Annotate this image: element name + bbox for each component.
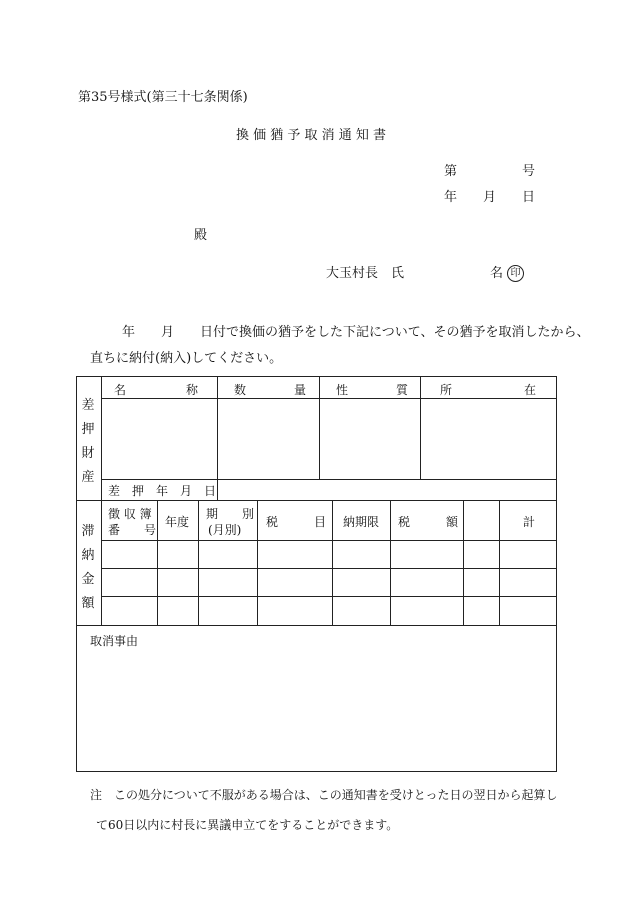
header-total: 計 <box>523 515 536 529</box>
seized-label-char: 産 <box>81 470 95 485</box>
header-name: 名 称 <box>114 383 199 397</box>
seized-label-char: 差 <box>81 398 95 413</box>
delinquent-label-char: 額 <box>81 596 95 611</box>
main-form-table <box>76 376 557 772</box>
cancellation-reason-label: 取消事由 <box>90 634 139 648</box>
delinquent-label-char: 金 <box>81 572 95 587</box>
header-location: 所 在 <box>440 383 537 397</box>
header-ledger-no-2: 番 号 <box>108 523 157 537</box>
note-line1: 注 この処分について不服がある場合は、この通知書を受けとった日の翌日から起算し <box>90 788 558 802</box>
header-quantity: 数 量 <box>234 383 307 397</box>
delinquent-label-char: 滞 <box>81 524 95 539</box>
header-tax-item: 税 目 <box>266 515 327 529</box>
document-number-label: 第 号 <box>444 164 536 179</box>
header-period-1: 期 別 <box>206 507 255 521</box>
delinquent-label-char: 納 <box>81 548 95 563</box>
header-ledger-no-1: 徴 収 簿 <box>108 507 152 521</box>
header-tax-amount: 税 額 <box>398 515 459 529</box>
page-title: 換 価 猶 予 取 消 通 知 書 <box>236 128 387 143</box>
addressee-suffix: 殿 <box>194 228 208 243</box>
header-fiscal-year: 年度 <box>165 515 190 529</box>
body-text-line2: 直ちに納付(納入)してください。 <box>90 351 283 366</box>
seizure-date-label: 差 押 年 月 日 <box>108 484 217 498</box>
seal-icon: 印 <box>507 265 524 282</box>
note-line2: て60日以内に村長に異議申立てをすることができます。 <box>96 818 399 832</box>
header-period-2: (月別) <box>208 523 242 537</box>
issuer-name-label <box>490 262 524 282</box>
issuer-title: 大玉村長 氏 <box>326 266 405 281</box>
header-due-date: 納期限 <box>343 515 380 529</box>
seized-label-char: 財 <box>81 446 95 461</box>
seized-label-char: 押 <box>81 422 95 437</box>
form-number: 第35号様式(第三十七条関係) <box>78 90 248 105</box>
body-text-line1: 年 月 日付で換価の猶予をした下記について、その猶予を取消したから、 <box>122 325 590 340</box>
issue-date-label: 年 月 日 <box>444 190 536 205</box>
issuer-name-text: 名 <box>490 266 504 281</box>
header-nature: 性 質 <box>336 383 409 397</box>
